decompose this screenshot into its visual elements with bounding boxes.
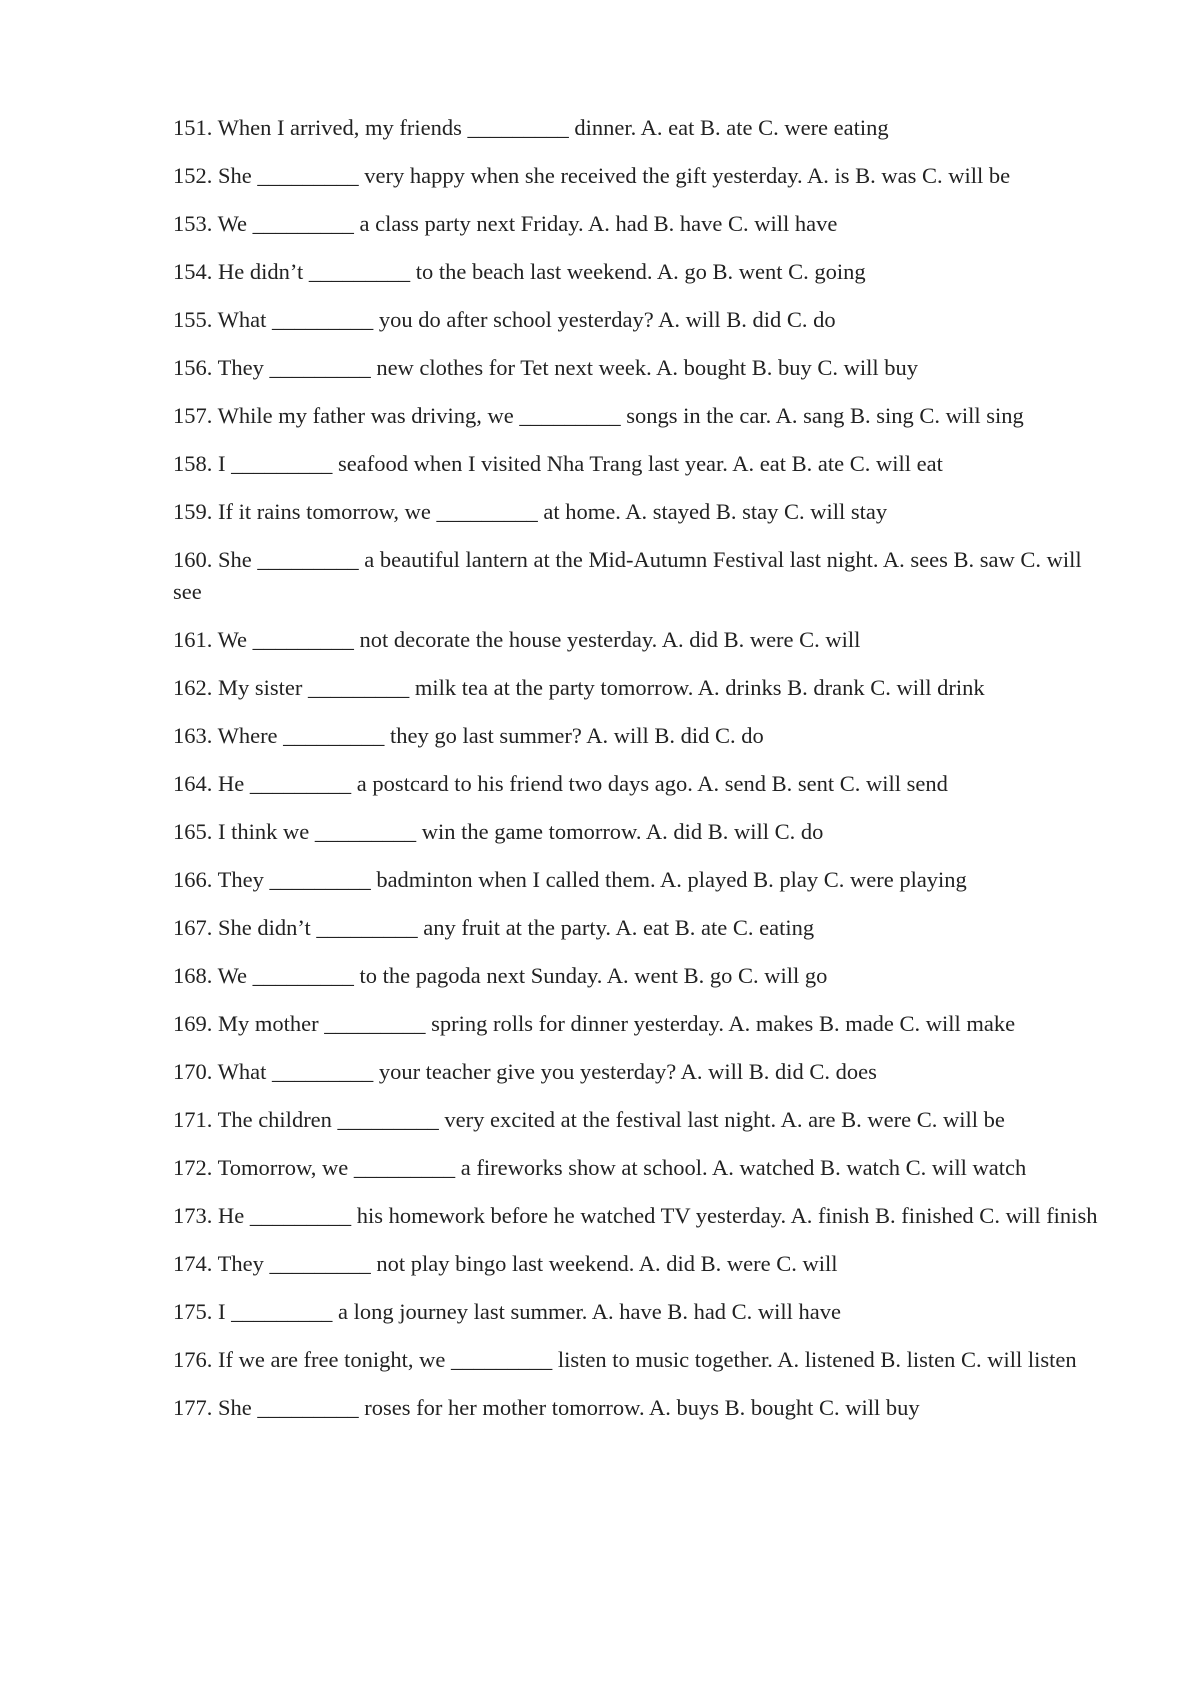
question-166: 166. They _________ badminton when I called them. A. played B. play C. were playing: [173, 867, 967, 892]
question-163: 163. Where _________ they go last summer? A. will B. did C. do: [173, 723, 764, 748]
question-171: 171. The children _________ very excited at the festival last night. A. are B. were C. will be: [173, 1107, 1005, 1132]
question-161: 161. We _________ not decorate the house yesterday. A. did B. were C. will: [173, 627, 861, 652]
question-176: 176. If we are free tonight, we _________ listen to music together. A. listened B. listen C. will listen: [173, 1347, 1077, 1372]
question-155: 155. What _________ you do after school yesterday? A. will B. did C. do: [173, 307, 836, 332]
question-list: [173, 112, 1098, 1440]
question-162: 162. My sister _________ milk tea at the party tomorrow. A. drinks B. drank C. will drink: [173, 675, 985, 700]
question-151: 151. When I arrived, my friends _________ dinner. A. eat B. ate C. were eating: [173, 115, 889, 140]
question-169: 169. My mother _________ spring rolls for dinner yesterday. A. makes B. made C. will make: [173, 1011, 1016, 1036]
question-170: 170. What _________ your teacher give you yesterday? A. will B. did C. does: [173, 1059, 877, 1084]
question-157: 157. While my father was driving, we _________ songs in the car. A. sang B. sing C. will sing: [173, 403, 1024, 428]
question-165: 165. I think we _________ win the game tomorrow. A. did B. will C. do: [173, 819, 824, 844]
question-154: 154. He didn’t _________ to the beach last weekend. A. go B. went C. going: [173, 259, 866, 284]
question-177: 177. She _________ roses for her mother tomorrow. A. buys B. bought C. will buy: [173, 1395, 920, 1420]
question-174: 174. They _________ not play bingo last weekend. A. did B. were C. will: [173, 1251, 838, 1276]
question-167: 167. She didn’t _________ any fruit at the party. A. eat B. ate C. eating: [173, 915, 815, 940]
question-153: 153. We _________ a class party next Friday. A. had B. have C. will have: [173, 211, 838, 236]
question-160: 160. She _________ a beautiful lantern at the Mid-Autumn Festival last night. A. sees B. saw C. will see: [173, 547, 1082, 604]
question-156: 156. They _________ new clothes for Tet next week. A. bought B. buy C. will buy: [173, 355, 919, 380]
question-158: 158. I _________ seafood when I visited Nha Trang last year. A. eat B. ate C. will eat: [173, 451, 943, 476]
question-175: 175. I _________ a long journey last summer. A. have B. had C. will have: [173, 1299, 842, 1324]
question-159: 159. If it rains tomorrow, we _________ at home. A. stayed B. stay C. will stay: [173, 499, 888, 524]
question-164: 164. He _________ a postcard to his friend two days ago. A. send B. sent C. will send: [173, 771, 948, 796]
question-173: 173. He _________ his homework before he watched TV yesterday. A. finish B. finished C. will finish: [173, 1203, 1098, 1228]
question-152: 152. She _________ very happy when she received the gift yesterday. A. is B. was C. will be: [173, 163, 1011, 188]
question-172: 172. Tomorrow, we _________ a fireworks show at school. A. watched B. watch C. will watch: [173, 1155, 1027, 1180]
question-168: 168. We _________ to the pagoda next Sunday. A. went B. go C. will go: [173, 963, 828, 988]
